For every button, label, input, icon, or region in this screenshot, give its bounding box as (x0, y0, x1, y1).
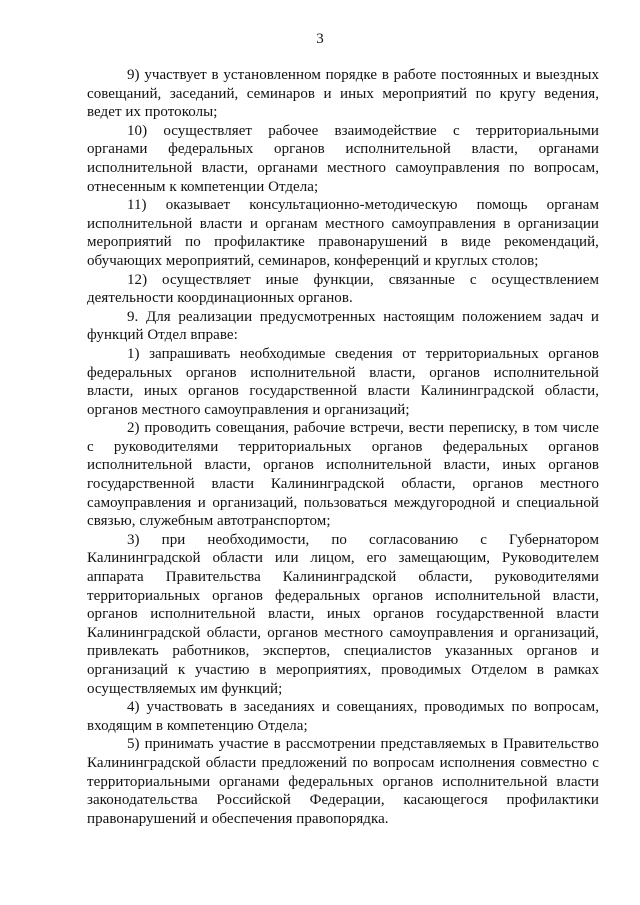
paragraph-item-10: 10) осуществляет рабочее взаимодействие с территориальными органами федеральных органов исполнительной власти, органами исполнительной власти, органами местного самоуправления по вопросам, отнесенным к компетенции Отдела; (87, 122, 599, 195)
document-body (87, 66, 599, 828)
paragraph-item-12: 12) осуществляет иные функции, связанные с осуществлением деятельности координационных органов. (87, 271, 599, 307)
paragraph-right-1: 1) запрашивать необходимые сведения от территориальных органов федеральных органов исполнительной власти, органов исполнительной власти, иных органов государственной власти Калининградской области, органов местного самоуправления и организаций; (87, 345, 599, 418)
paragraph-item-9: 9) участвует в установленном порядке в работе постоянных и выездных совещаний, заседаний, семинаров и иных мероприятий по кругу ведения, ведет их протоколы; (87, 67, 599, 121)
paragraph-right-4: 4) участвовать в заседаниях и совещаниях, проводимых по вопросам, входящим в компетенцию Отдела; (87, 699, 599, 734)
paragraph-item-11: 11) оказывает консультационно-методическую помощь органам исполнительной власти и органам местного самоуправления в организации мероприятий по профилактике правонарушений в виде рекомендаций, обучающих мероприятий, семинаров, конференций и круглых столов; (87, 197, 599, 269)
page-number: 3 (316, 31, 324, 47)
paragraph-right-5: 5) принимать участие в рассмотрении представляемых в Правительство Калининградской области предложений по вопросам исполнения совместно с территориальными органами федеральных органов исполнительной власти законодательства Российской Федерации, касающегося профилактики правонарушений и обеспечения правопорядка. (87, 736, 599, 827)
paragraph-right-3: 3) при необходимости, по согласованию с Губернатором Калининградской области или лицом, его замещающим, Руководителем аппарата Правительства Калининградской области, руководителями территориальных органов федеральных органов исполнительной власти, органов исполнительной власти, иных органов государственной власти Калининградской области, органов местного самоуправления и организаций, привлекать работников, экспертов, специалистов указанных органов и организаций к участию в мероприятиях, проводимых Отделом в рамках осуществляемых им функций; (87, 531, 599, 697)
paragraph-section-9: 9. Для реализации предусмотренных настоящим положением задач и функций Отдел вправе: (87, 308, 599, 344)
paragraph-right-2: 2) проводить совещания, рабочие встречи, вести переписку, в том числе с руководителями территориальных органов федеральных органов исполнительной власти, органов исполнительной власти, иных органов государственной власти Калининградской области, органов местного самоуправления и организаций, пользоваться междугородной и специальной связью, служебным автотранспортом; (87, 420, 599, 530)
